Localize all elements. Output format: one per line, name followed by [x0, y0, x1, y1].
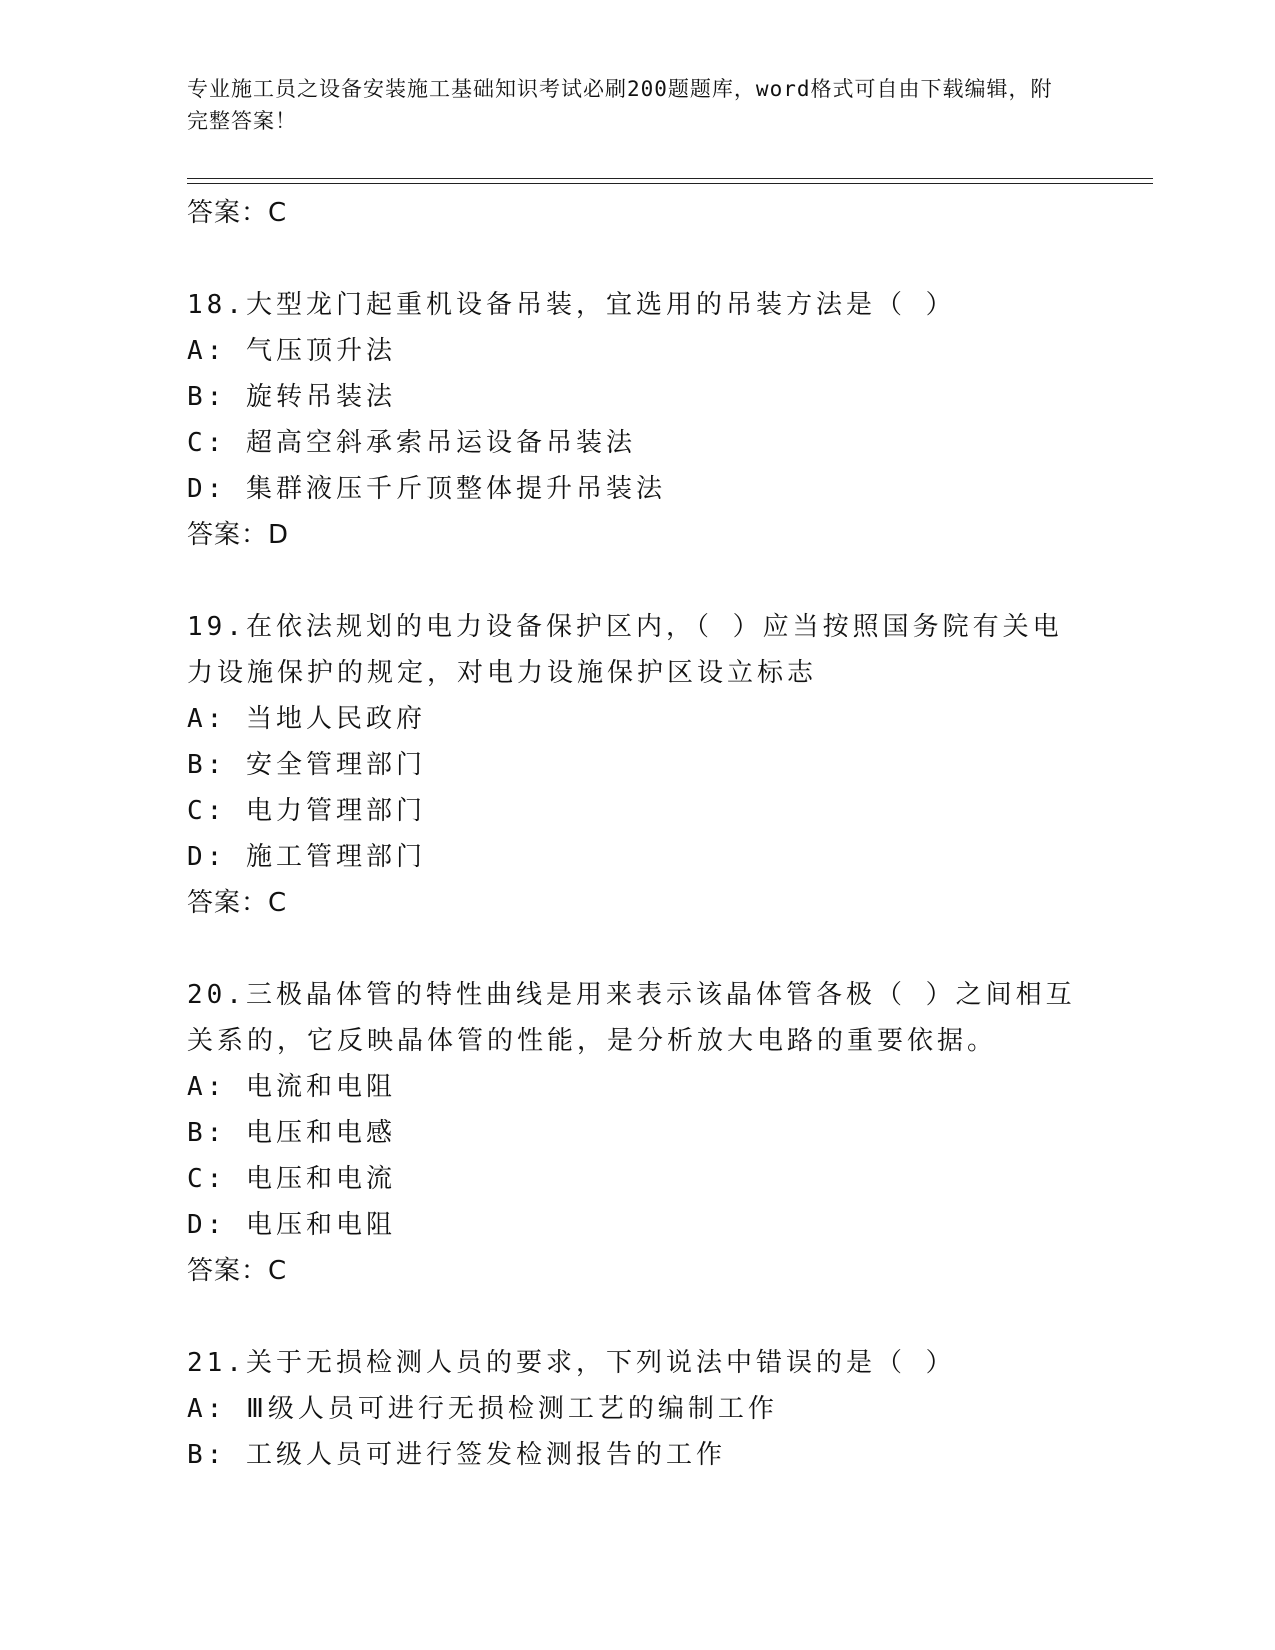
option-c: C: 电压和电流: [187, 1164, 396, 1194]
document-header: 专业施工员之设备安装施工基础知识考试必刷200题题库，word格式可自由下载编辑，附完整答案！: [187, 77, 1053, 133]
option-d: D: 集群液压千斤顶整体提升吊装法: [187, 474, 666, 504]
option-d: D: 电压和电阻: [187, 1210, 396, 1240]
option-d: D: 施工管理部门: [187, 842, 426, 872]
answer-label: 答案：C: [187, 198, 288, 228]
question-content: [187, 190, 1087, 1478]
answer-label: 答案：C: [187, 888, 288, 918]
question-text: 18.大型龙门起重机设备吊装，宜选用的吊装方法是（ ）: [187, 290, 956, 320]
question-20: [187, 972, 1087, 1294]
option-c: C: 超高空斜承索吊运设备吊装法: [187, 428, 636, 458]
option-b: B: 工级人员可进行签发检测报告的工作: [187, 1440, 726, 1470]
option-b: B: 旋转吊装法: [187, 382, 396, 412]
option-a: A: 电流和电阻: [187, 1072, 396, 1102]
option-c: C: 电力管理部门: [187, 796, 426, 826]
option-a: A: 气压顶升法: [187, 336, 396, 366]
question-18: [187, 282, 1087, 558]
option-a: A: Ⅲ级人员可进行无损检测工艺的编制工作: [187, 1394, 778, 1424]
question-19: [187, 604, 1087, 926]
option-b: B: 电压和电感: [187, 1118, 396, 1148]
header-divider-bottom: [187, 183, 1153, 184]
header-divider-top: [187, 178, 1153, 179]
question-21: [187, 1340, 1087, 1478]
option-b: B: 安全管理部门: [187, 750, 426, 780]
answer-label: 答案：D: [187, 520, 290, 550]
question-text: 20.三极晶体管的特性曲线是用来表示该晶体管各极（ ）之间相互关系的，它反映晶体管的性能，是分析放大电路的重要依据。: [187, 980, 1076, 1056]
question-text: 19.在依法规划的电力设备保护区内，（ ）应当按照国务院有关电力设施保护的规定，对电力设施保护区设立标志: [187, 612, 1063, 688]
answer-label: 答案：C: [187, 1256, 288, 1286]
question-text: 21.关于无损检测人员的要求，下列说法中错误的是（ ）: [187, 1348, 956, 1378]
option-a: A: 当地人民政府: [187, 704, 426, 734]
